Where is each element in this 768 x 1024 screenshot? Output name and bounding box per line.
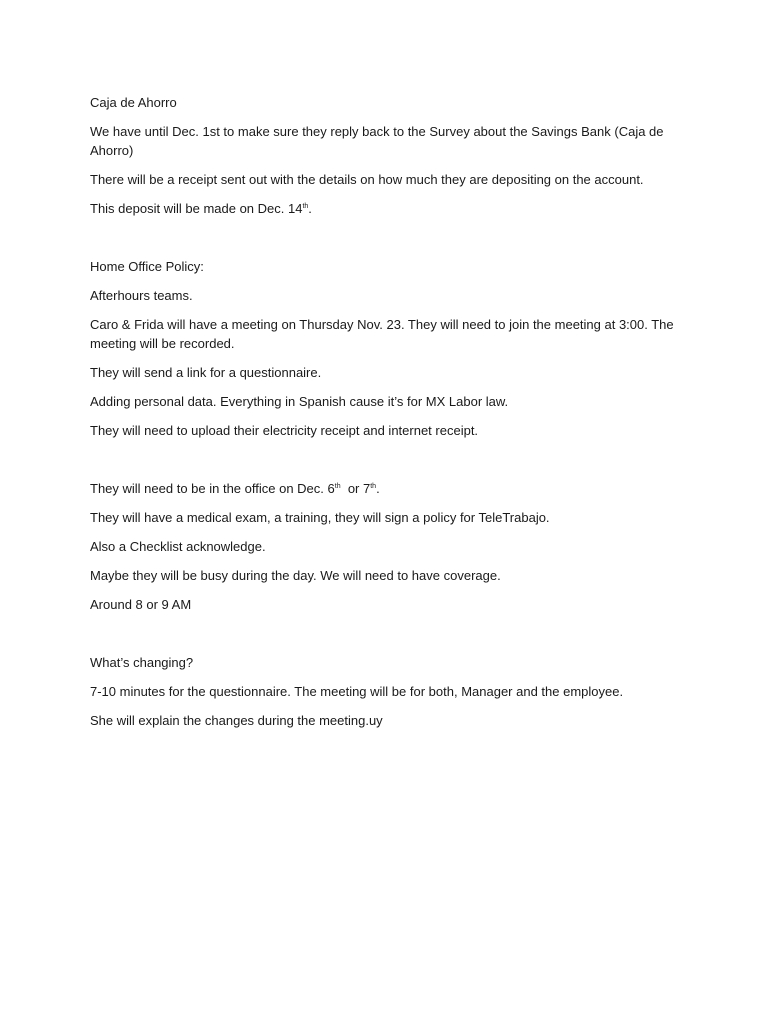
office-dates-or: or 7 (340, 481, 371, 496)
home-office-title: Home Office Policy: (90, 259, 204, 274)
caja-paragraph-receipt: There will be a receipt sent out with the details on how much they are depositing on the account. (90, 172, 644, 187)
home-office-paragraph-meeting: Caro & Frida will have a meeting on Thursday Nov. 23. They will need to join the meeting at 3:00. The meeting will be recorded. (90, 317, 674, 351)
office-dates-text: They will need to be in the office on Dec. 6 (90, 481, 335, 496)
caja-title: Caja de Ahorro (90, 95, 177, 110)
office-days-paragraph-dates (90, 479, 680, 498)
deposit-ordinal: th (302, 203, 309, 210)
deposit-period: . (308, 201, 312, 216)
changing-title: What’s changing? (90, 655, 194, 670)
home-office-paragraph-upload: They will need to upload their electricity receipt and internet receipt. (90, 423, 479, 438)
changing-paragraph-duration: 7-10 minutes for the questionnaire. The meeting will be for both, Manager and the employee. (90, 684, 624, 699)
blank-line (90, 624, 680, 653)
office-dates-ordinal-1: th (334, 483, 341, 490)
home-office-paragraph-questionnaire: They will send a link for a questionnaire. (90, 365, 322, 380)
office-days-paragraph-time: Around 8 or 9 AM (90, 597, 192, 612)
blank-line (90, 228, 680, 257)
office-days-paragraph-checklist: Also a Checklist acknowledge. (90, 539, 266, 554)
document-page (90, 93, 680, 740)
office-days-paragraph-exam: They will have a medical exam, a training, they will sign a policy for TeleTrabajo. (90, 510, 550, 525)
office-dates-ordinal-2: th (370, 483, 377, 490)
home-office-paragraph-personal-data: Adding personal data. Everything in Spanish cause it’s for MX Labor law. (90, 394, 509, 409)
blank-line (90, 450, 680, 479)
caja-paragraph-deposit (90, 199, 680, 218)
office-days-paragraph-coverage: Maybe they will be busy during the day. We will need to have coverage. (90, 568, 501, 583)
office-dates-period: . (376, 481, 380, 496)
changing-paragraph-explain: She will explain the changes during the meeting.uy (90, 713, 383, 728)
caja-paragraph-survey: We have until Dec. 1st to make sure they reply back to the Survey about the Savings Bank (Caja de Ahorro) (90, 124, 664, 158)
home-office-paragraph-afterhours: Afterhours teams. (90, 288, 193, 303)
deposit-text: This deposit will be made on Dec. 14 (90, 201, 303, 216)
